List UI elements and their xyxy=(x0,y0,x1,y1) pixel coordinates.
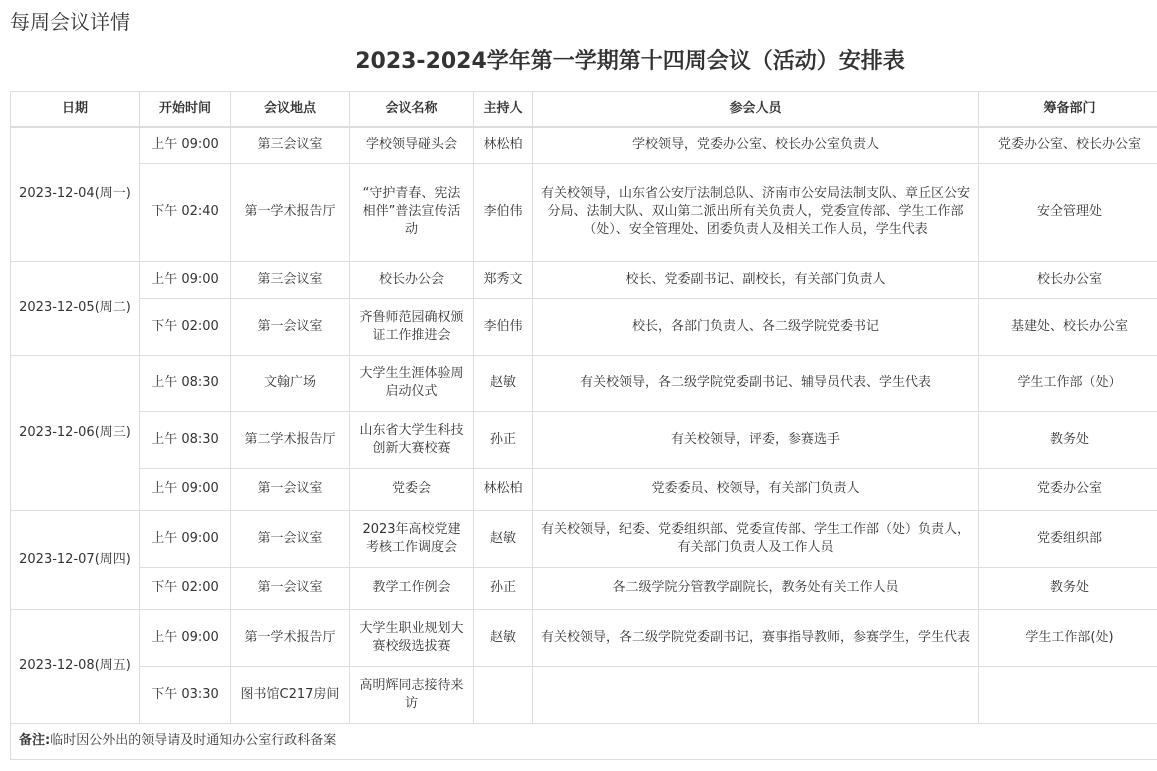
meeting-name-cell: 学校领导碰头会 xyxy=(350,127,474,163)
date-cell: 2023-12-07(周四) xyxy=(11,510,140,609)
attendees-cell: 党委委员、校领导，有关部门负责人 xyxy=(533,468,979,510)
meeting-name-cell: “守护青春、宪法相伴”普法宣传活动 xyxy=(350,163,474,261)
department-cell xyxy=(979,666,1157,723)
attendees-cell: 有关校领导，各二级学院党委副书记，赛事指导教师，参赛学生，学生代表 xyxy=(533,609,979,666)
department-cell: 党委办公室 xyxy=(979,468,1157,510)
table-row xyxy=(11,298,1157,355)
date-cell: 2023-12-05(周二) xyxy=(11,261,140,355)
meeting-name-cell: 党委会 xyxy=(350,468,474,510)
host-cell: 赵敏 xyxy=(474,355,533,411)
host-cell: 林松柏 xyxy=(474,127,533,163)
location-cell: 第一学术报告厅 xyxy=(231,163,350,261)
time-cell: 下午 02:00 xyxy=(140,567,231,609)
table-row xyxy=(11,468,1157,510)
time-cell: 上午 08:30 xyxy=(140,411,231,468)
time-cell: 上午 09:00 xyxy=(140,127,231,163)
time-cell: 上午 09:00 xyxy=(140,261,231,298)
header-attendees: 参会人员 xyxy=(533,92,979,128)
time-cell: 下午 03:30 xyxy=(140,666,231,723)
time-cell: 上午 09:00 xyxy=(140,609,231,666)
schedule-table xyxy=(10,91,1157,760)
host-cell xyxy=(474,666,533,723)
attendees-cell: 校长，各部门负责人、各二级学院党委书记 xyxy=(533,298,979,355)
table-row xyxy=(11,355,1157,411)
meeting-name-cell: 教学工作例会 xyxy=(350,567,474,609)
department-cell: 基建处、校长办公室 xyxy=(979,298,1157,355)
table-row xyxy=(11,666,1157,723)
time-cell: 下午 02:00 xyxy=(140,298,231,355)
host-cell: 孙正 xyxy=(474,411,533,468)
date-cell: 2023-12-04(周一) xyxy=(11,127,140,261)
time-cell: 下午 02:40 xyxy=(140,163,231,261)
department-cell: 安全管理处 xyxy=(979,163,1157,261)
notes-text: 临时因公外出的领导请及时通知办公室行政科备案 xyxy=(50,733,337,748)
attendees-cell: 有关校领导，山东省公安厅法制总队、济南市公安局法制支队、章丘区公安分局、法制大队、双山第二派出所有关负责人，党委宣传部、学生工作部（处）、安全管理处、团委负责人及相关工作人员，学生代表 xyxy=(533,163,979,261)
meeting-name-cell: 齐鲁师范园确权颁证工作推进会 xyxy=(350,298,474,355)
department-cell: 学生工作部(处) xyxy=(979,609,1157,666)
meeting-name-cell: 大学生生涯体验周启动仪式 xyxy=(350,355,474,411)
header-department: 筹备部门 xyxy=(979,92,1157,128)
location-cell: 第一会议室 xyxy=(231,567,350,609)
time-cell: 上午 09:00 xyxy=(140,510,231,567)
notes-row xyxy=(11,723,1157,759)
location-cell: 第三会议室 xyxy=(231,261,350,298)
meeting-name-cell: 2023年高校党建考核工作调度会 xyxy=(350,510,474,567)
table-row xyxy=(11,163,1157,261)
location-cell: 第一学术报告厅 xyxy=(231,609,350,666)
attendees-cell: 有关校领导，纪委、党委组织部、党委宣传部、学生工作部（处）负责人，有关部门负责人及工作人员 xyxy=(533,510,979,567)
table-row xyxy=(11,261,1157,298)
header-row xyxy=(11,92,1157,128)
host-cell: 赵敏 xyxy=(474,609,533,666)
location-cell: 第一会议室 xyxy=(231,468,350,510)
header-host: 主持人 xyxy=(474,92,533,128)
attendees-cell: 校长、党委副书记、副校长，有关部门负责人 xyxy=(533,261,979,298)
department-cell: 校长办公室 xyxy=(979,261,1157,298)
department-cell: 教务处 xyxy=(979,411,1157,468)
table-row xyxy=(11,567,1157,609)
header-meeting-name: 会议名称 xyxy=(350,92,474,128)
meeting-name-cell: 大学生职业规划大赛校级选拔赛 xyxy=(350,609,474,666)
header-start-time: 开始时间 xyxy=(140,92,231,128)
attendees-cell: 学校领导，党委办公室、校长办公室负责人 xyxy=(533,127,979,163)
notes-label: 备注: xyxy=(19,733,51,748)
time-cell: 上午 08:30 xyxy=(140,355,231,411)
host-cell: 李伯伟 xyxy=(474,298,533,355)
page-heading: 每周会议详情 xyxy=(10,10,130,34)
host-cell: 李伯伟 xyxy=(474,163,533,261)
location-cell: 第一会议室 xyxy=(231,510,350,567)
host-cell: 赵敏 xyxy=(474,510,533,567)
department-cell: 党委组织部 xyxy=(979,510,1157,567)
date-cell: 2023-12-08(周五) xyxy=(11,609,140,723)
date-cell: 2023-12-06(周三) xyxy=(11,355,140,510)
location-cell: 图书馆C217房间 xyxy=(231,666,350,723)
host-cell: 郑秀文 xyxy=(474,261,533,298)
location-cell: 第三会议室 xyxy=(231,127,350,163)
attendees-cell: 各二级学院分管教学副院长，教务处有关工作人员 xyxy=(533,567,979,609)
attendees-cell: 有关校领导，各二级学院党委副书记、辅导员代表、学生代表 xyxy=(533,355,979,411)
attendees-cell: 有关校领导，评委，参赛选手 xyxy=(533,411,979,468)
location-cell: 文翰广场 xyxy=(231,355,350,411)
department-cell: 学生工作部（处） xyxy=(979,355,1157,411)
notes-cell xyxy=(11,723,1157,759)
meeting-name-cell: 高明辉同志接待来访 xyxy=(350,666,474,723)
table-row xyxy=(11,127,1157,163)
attendees-cell xyxy=(533,666,979,723)
location-cell: 第一会议室 xyxy=(231,298,350,355)
meeting-name-cell: 校长办公会 xyxy=(350,261,474,298)
host-cell: 孙正 xyxy=(474,567,533,609)
schedule-title: 2023-2024学年第一学期第十四周会议（活动）安排表 xyxy=(355,49,905,74)
time-cell: 上午 09:00 xyxy=(140,468,231,510)
meeting-name-cell: 山东省大学生科技创新大赛校赛 xyxy=(350,411,474,468)
table-row xyxy=(11,411,1157,468)
department-cell: 教务处 xyxy=(979,567,1157,609)
table-row xyxy=(11,609,1157,666)
department-cell: 党委办公室、校长办公室 xyxy=(979,127,1157,163)
header-location: 会议地点 xyxy=(231,92,350,128)
location-cell: 第二学术报告厅 xyxy=(231,411,350,468)
table-row xyxy=(11,510,1157,567)
header-date: 日期 xyxy=(11,92,140,128)
host-cell: 林松柏 xyxy=(474,468,533,510)
